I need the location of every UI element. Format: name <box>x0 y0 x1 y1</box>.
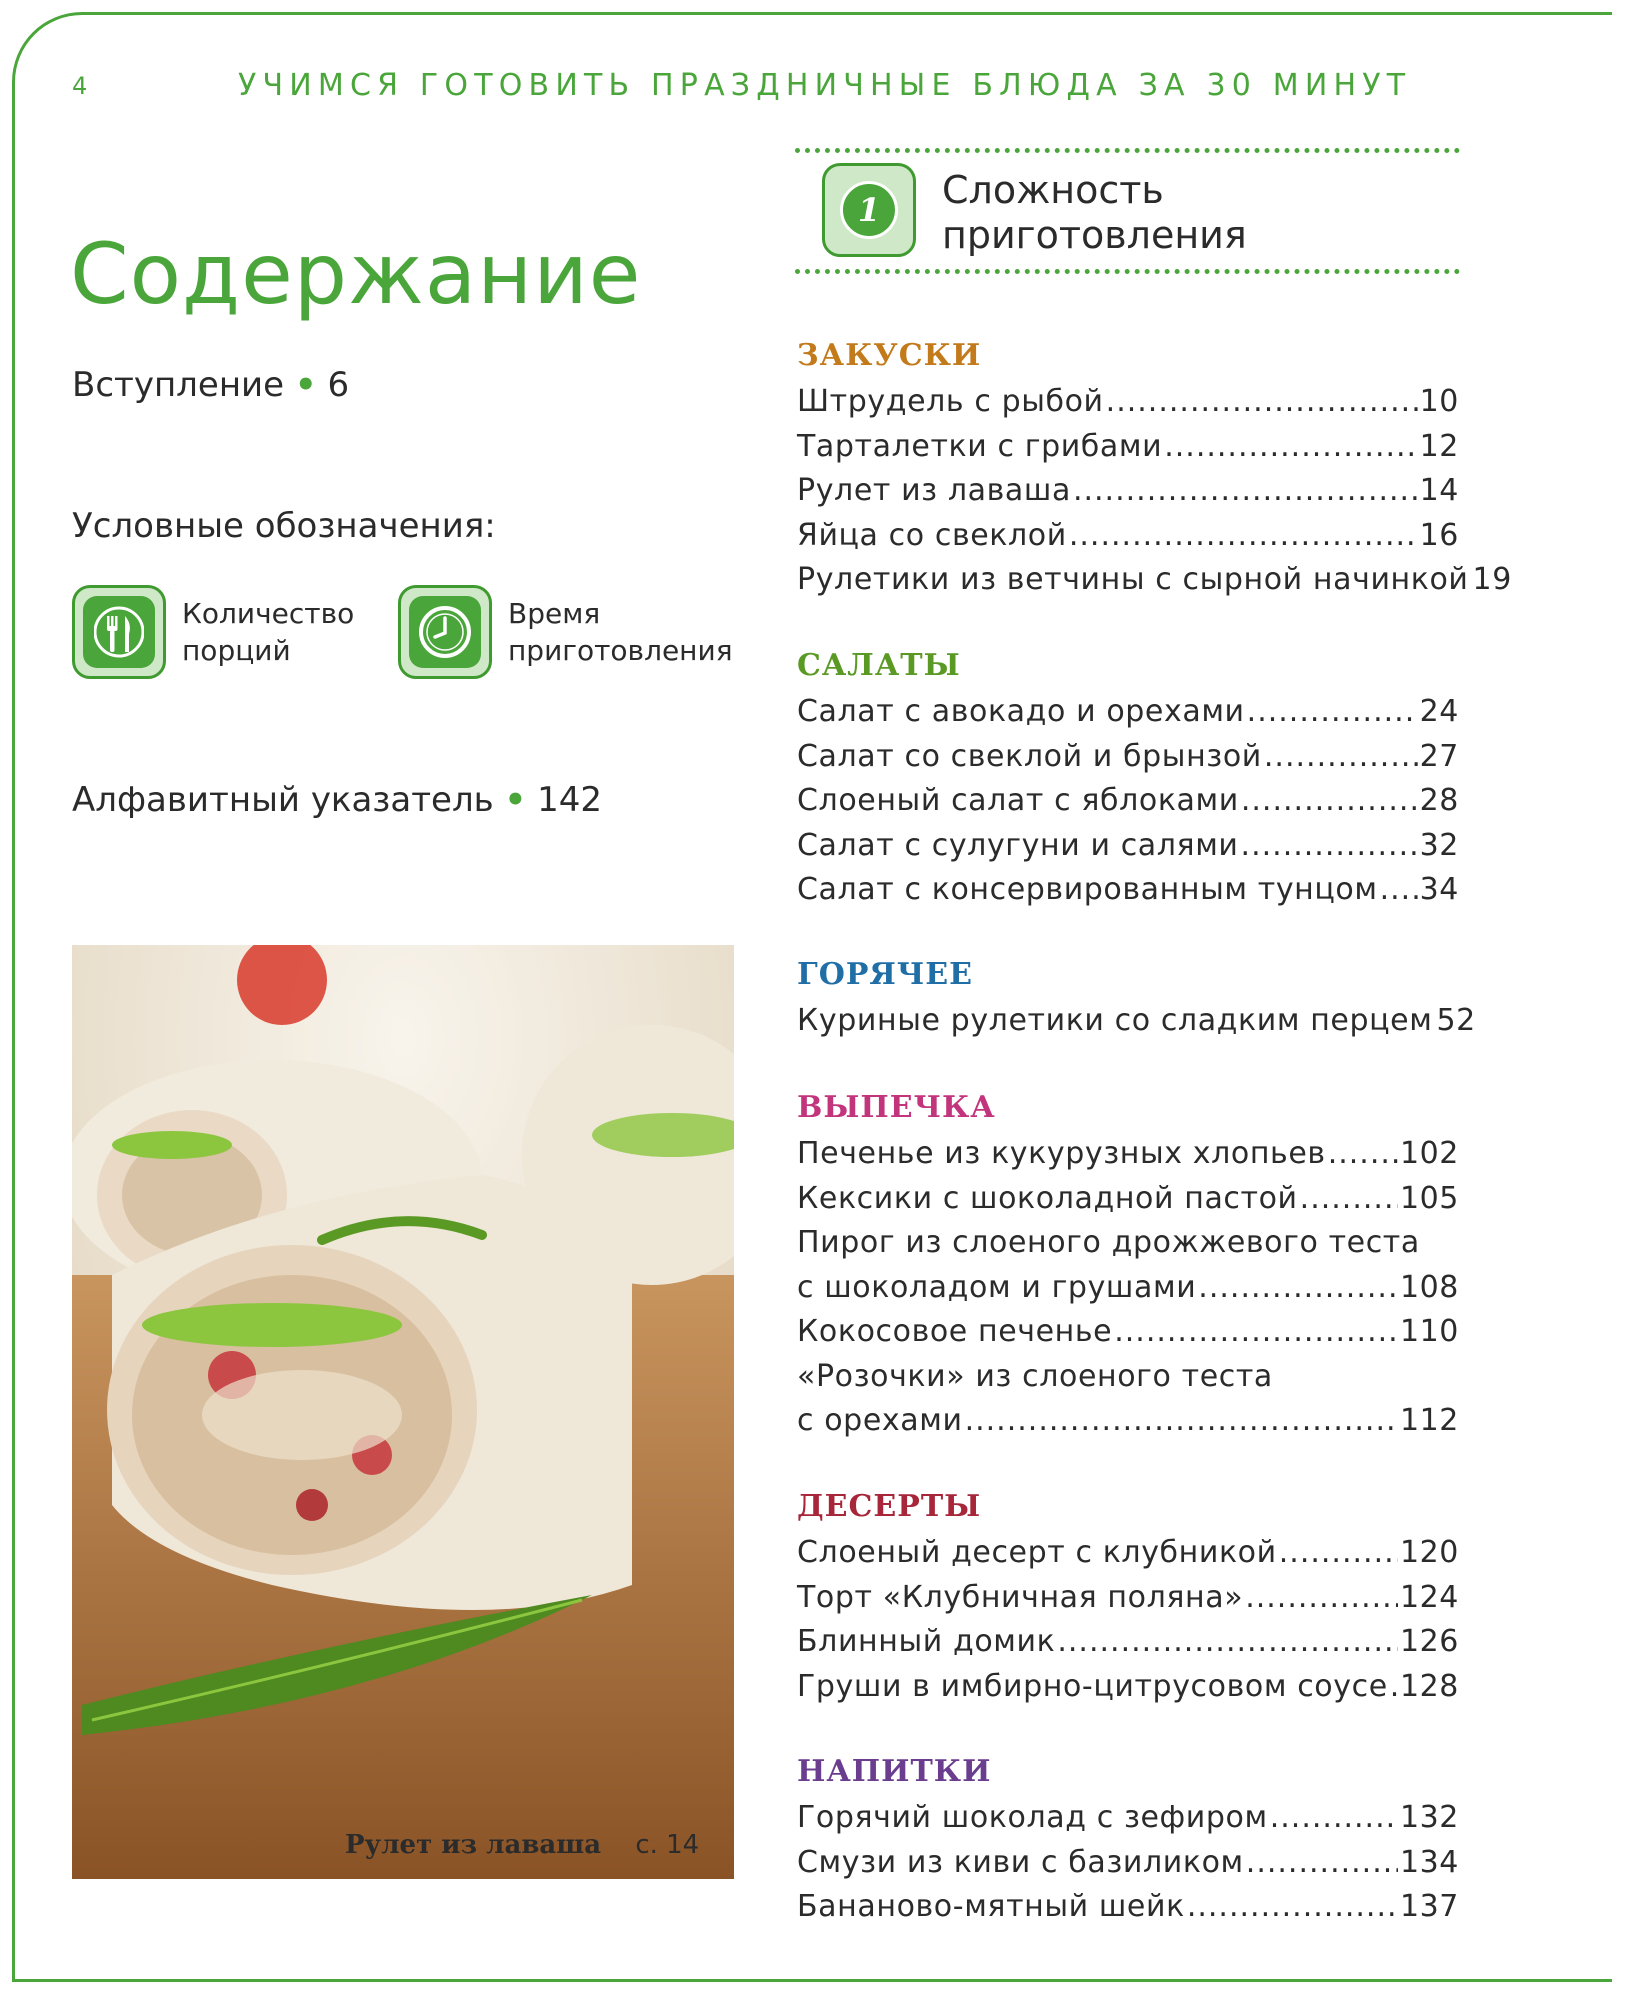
toc-section <box>797 1489 1459 1709</box>
toc-section <box>797 1090 1459 1444</box>
fork-knife-icon <box>72 585 166 679</box>
entry-page: 24 <box>1419 694 1459 729</box>
entry-page: 126 <box>1399 1624 1459 1659</box>
toc-entry[interactable] <box>797 690 1459 735</box>
intro-label: Вступление <box>72 365 285 405</box>
entry-title: Слоеный десерт с клубникой <box>797 1535 1277 1570</box>
entry-title: Салат с сулугуни и салями <box>797 827 1239 863</box>
dot-leader <box>965 1399 1398 1444</box>
dot-leader <box>1073 469 1418 514</box>
entry-page: 12 <box>1419 428 1459 464</box>
toc-section <box>797 957 1476 1044</box>
section-title: ГОРЯЧЕЕ <box>797 957 973 992</box>
entry-page: 132 <box>1399 1800 1459 1835</box>
toc-entry[interactable] <box>797 1221 1459 1266</box>
toc-entry[interactable] <box>797 1576 1459 1621</box>
divider-bottom <box>795 269 1460 274</box>
dot-leader <box>1300 1177 1398 1222</box>
toc-section <box>797 338 1512 603</box>
entry-title: с орехами <box>797 1403 963 1438</box>
alphabetical-index-entry[interactable] <box>72 780 602 820</box>
index-label: Алфавитный указатель <box>72 780 494 820</box>
section-title: ВЫПЕЧКА <box>797 1090 996 1125</box>
section-title: ЗАКУСКИ <box>797 338 982 373</box>
toc-entry[interactable] <box>797 868 1459 913</box>
toc-entry[interactable] <box>797 1885 1459 1930</box>
entry-title: Салат с консервированным тунцом <box>797 872 1378 907</box>
difficulty-line1: Сложность <box>942 168 1164 212</box>
toc-entry[interactable] <box>797 380 1459 425</box>
toc-entry[interactable] <box>797 1665 1459 1710</box>
toc-entry[interactable] <box>797 1841 1459 1886</box>
legend-time-line2: приготовления <box>508 634 733 667</box>
entry-title: Штрудель с рыбой <box>797 384 1104 419</box>
difficulty-line2: приготовления <box>942 213 1247 257</box>
caption-page: с. 14 <box>635 1830 700 1860</box>
dot-leader <box>1245 1576 1398 1621</box>
entry-page: 102 <box>1399 1136 1459 1171</box>
entry-title: Бананово-мятный шейк <box>797 1889 1185 1924</box>
page-number: 4 <box>72 72 90 100</box>
dot-leader <box>1380 868 1418 913</box>
entry-title: Кексики с шоколадной пастой <box>797 1180 1298 1216</box>
toc-entry[interactable] <box>797 1399 1459 1444</box>
entry-title: Тарталетки с грибами <box>797 428 1163 464</box>
toc-entry[interactable] <box>797 469 1459 514</box>
toc-entry[interactable] <box>797 779 1459 824</box>
dot-leader <box>1241 779 1418 824</box>
dot-leader <box>1270 1796 1398 1841</box>
dot-leader <box>1198 1266 1398 1311</box>
dot-leader <box>1328 1132 1398 1177</box>
toc-entry[interactable] <box>797 1177 1459 1222</box>
entry-title: Салат с авокадо и орехами <box>797 694 1245 729</box>
page-title: Содержание <box>70 225 642 323</box>
entry-title: Яйца со свеклой <box>797 517 1067 553</box>
toc-section <box>797 1754 1459 1930</box>
entry-page: 137 <box>1399 1889 1459 1924</box>
entry-page: 110 <box>1399 1314 1459 1349</box>
legend-title: Условные обозначения: <box>72 506 496 546</box>
running-title: УЧИМСЯ ГОТОВИТЬ ПРАЗДНИЧНЫЕ БЛЮДА ЗА 30 МИНУТ <box>238 68 1412 103</box>
dot-leader <box>1390 1665 1398 1710</box>
entry-title: Горячий шоколад с зефиром <box>797 1800 1268 1835</box>
toc-entry[interactable] <box>797 735 1459 780</box>
entry-page: 14 <box>1419 473 1459 508</box>
toc-entry[interactable] <box>797 1355 1459 1400</box>
entry-page: 134 <box>1399 1844 1459 1880</box>
legend-time <box>398 585 733 679</box>
dot-leader <box>1114 1310 1398 1355</box>
difficulty-icon <box>822 163 916 257</box>
entry-page: 34 <box>1419 872 1459 907</box>
entry-page: 105 <box>1399 1180 1459 1216</box>
bullet: • <box>504 780 527 820</box>
entry-title: Рулетики из ветчины с сырной начинкой <box>797 562 1469 597</box>
dot-leader <box>1247 690 1418 735</box>
entry-page: 28 <box>1419 783 1459 818</box>
bullet: • <box>294 365 317 405</box>
entry-title: с шоколадом и грушами <box>797 1269 1197 1305</box>
toc-entry[interactable] <box>797 514 1459 559</box>
difficulty-number: 1 <box>840 181 898 239</box>
intro-entry[interactable] <box>72 365 349 405</box>
entry-page: 112 <box>1399 1403 1459 1438</box>
dot-leader <box>1106 380 1418 425</box>
dot-leader <box>1264 735 1418 780</box>
entry-page: 108 <box>1399 1269 1459 1305</box>
toc-entry[interactable] <box>797 999 1476 1044</box>
legend-time-line1: Время <box>508 597 601 630</box>
caption-title: Рулет из лаваша <box>345 1830 602 1860</box>
entry-page: 120 <box>1399 1535 1459 1570</box>
entry-title: Куриные рулетики со сладким перцем <box>797 1003 1433 1038</box>
intro-page: 6 <box>327 365 350 405</box>
toc-entry[interactable] <box>797 1266 1459 1311</box>
legend-servings-line2: порций <box>182 634 291 667</box>
entry-page: 52 <box>1436 1003 1476 1038</box>
toc-entry[interactable] <box>797 425 1459 470</box>
dot-leader <box>1164 425 1417 470</box>
dot-leader <box>1246 1841 1398 1886</box>
entry-title: Печенье из кукурузных хлопьев <box>797 1136 1326 1171</box>
toc-entry[interactable] <box>797 1796 1459 1841</box>
entry-page: 16 <box>1419 517 1459 553</box>
dot-leader <box>1057 1620 1398 1665</box>
entry-title: «Розочки» из слоеного теста <box>797 1358 1273 1394</box>
dot-leader <box>1069 514 1418 559</box>
entry-page: 32 <box>1419 827 1459 863</box>
toc-entry[interactable] <box>797 1531 1459 1576</box>
lavash-roll-photo <box>72 945 734 1879</box>
section-title: НАПИТКИ <box>797 1754 992 1789</box>
photo-caption <box>345 1830 699 1860</box>
entry-title: Блинный домик <box>797 1624 1056 1659</box>
toc-entry[interactable] <box>797 1132 1459 1177</box>
entry-page: 19 <box>1472 562 1512 597</box>
section-title: ДЕСЕРТЫ <box>797 1489 982 1524</box>
toc-entry[interactable] <box>797 1310 1459 1355</box>
toc-section <box>797 648 1459 913</box>
entry-title: Салат со свеклой и брынзой <box>797 738 1262 774</box>
entry-title: Пирог из слоеного дрожжевого теста <box>797 1225 1420 1260</box>
divider-top <box>795 148 1460 153</box>
difficulty-label <box>942 168 1247 258</box>
section-title: САЛАТЫ <box>797 648 961 683</box>
entry-page: 124 <box>1399 1579 1459 1615</box>
clock-icon <box>398 585 492 679</box>
dot-leader <box>1187 1885 1398 1930</box>
index-page: 142 <box>537 780 602 820</box>
entry-page: 128 <box>1399 1668 1459 1704</box>
entry-title: Торт «Клубничная поляна» <box>797 1579 1244 1615</box>
dot-leader <box>1279 1531 1398 1576</box>
dot-leader <box>1241 824 1418 869</box>
entry-title: Груши в имбирно-цитрусовом соусе <box>797 1668 1388 1704</box>
toc-entry[interactable] <box>797 558 1512 603</box>
entry-title: Смузи из киви с базиликом <box>797 1844 1244 1880</box>
legend-servings-line1: Количество <box>182 597 355 630</box>
toc-entry[interactable] <box>797 1620 1459 1665</box>
entry-title: Кокосовое печенье <box>797 1314 1113 1349</box>
entry-page: 10 <box>1419 384 1459 419</box>
entry-title: Слоеный салат с яблоками <box>797 783 1239 818</box>
entry-title: Рулет из лаваша <box>797 473 1071 508</box>
toc-entry[interactable] <box>797 824 1459 869</box>
legend-servings <box>72 585 354 679</box>
entry-page: 27 <box>1419 738 1459 774</box>
